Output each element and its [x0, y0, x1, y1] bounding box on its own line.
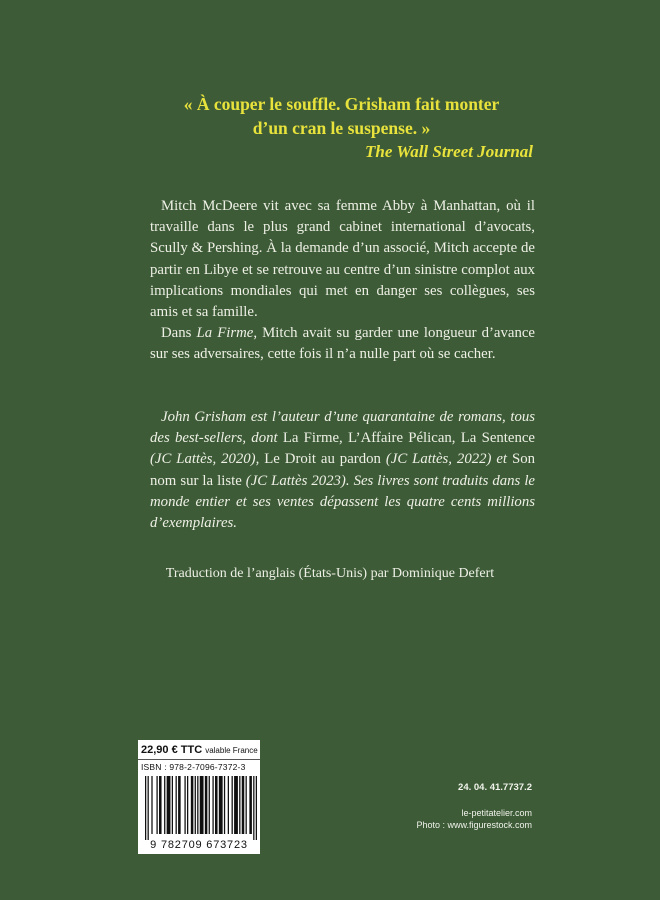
price-divider	[138, 759, 260, 760]
synopsis-text: Dans	[161, 325, 197, 342]
publisher-website: le-petitatelier.com	[461, 808, 532, 818]
barcode-bar	[145, 776, 146, 840]
author-bio	[150, 407, 535, 534]
book-title: Son nom sur la liste	[150, 451, 535, 489]
isbn-label: ISBN : 978-2-7096-7372-3	[141, 762, 246, 772]
barcode-bar	[205, 776, 208, 834]
price-barcode-box	[138, 740, 260, 854]
barcode-bar	[178, 776, 181, 834]
barcode-bar	[176, 776, 177, 834]
barcode-bar	[224, 776, 225, 834]
barcode-digits: 9 782709 673723	[150, 839, 248, 851]
barcode-bar	[184, 776, 185, 834]
barcode-bar	[159, 776, 162, 834]
barcode-bar	[228, 776, 229, 834]
barcode-bar	[156, 776, 157, 834]
bio-text: (JC Lattès, 2022) et	[380, 451, 512, 468]
synopsis-paragraph-1: Mitch McDeere vit avec sa femme Abby à Manhattan, où il travaille dans le plus grand cabinet international d’avocats, Scully & Pershing. À la demande d’un associé, Mitch accepte de partir en Libye et se retrouve au centre d’un sinistre complot aux implications mondiales qui met en danger ses collègues, ses amis et sa famille.	[150, 198, 535, 321]
barcode-bar	[195, 776, 196, 834]
press-quote	[150, 92, 533, 140]
barcode-bar	[209, 776, 210, 834]
barcode-bar	[253, 776, 254, 840]
author-bio-paragraph	[150, 407, 535, 534]
barcode-bar	[200, 776, 204, 834]
price-amount: 22,90 € TTC	[141, 744, 203, 756]
barcode-icon	[145, 776, 257, 840]
barcode-bar	[232, 776, 233, 834]
book-title: Le Droit au pardon	[264, 451, 381, 468]
barcode-bar	[164, 776, 165, 834]
barcode-bar	[167, 776, 171, 834]
bio-text: (JC Lattès 2023). Ses livres sont traduits dans le monde entier et ses ventes dépassent les quatre cents millions d’exemplaires.	[150, 472, 536, 532]
bio-text: John Grisham est l’auteur d’une quarantaine de romans, tous des best-sellers, dont	[150, 409, 535, 447]
synopsis-paragraph-2	[150, 323, 535, 365]
bio-text: (JC Lattès, 2020),	[150, 451, 265, 468]
price-label	[141, 744, 259, 756]
barcode-bar	[172, 776, 173, 834]
photo-credit: Photo : www.figurestock.com	[416, 820, 532, 830]
book-title: La Firme	[196, 325, 254, 342]
barcode-bar	[191, 776, 194, 834]
barcode-bar	[151, 776, 152, 834]
barcode-bar	[234, 776, 238, 834]
reference-code: 24. 04. 41.7737.2	[458, 782, 532, 793]
barcode-bar	[249, 776, 252, 834]
synopsis-text: , Mitch avait su garder une longueur d’avance sur ses adversaires, cette fois il n’a nulle part où se cacher.	[150, 325, 535, 363]
barcode-bar	[187, 776, 188, 834]
barcode-bar	[219, 776, 223, 834]
synopsis	[150, 196, 535, 366]
book-titles: La Firme, L’Affaire Pélican, La Sentence	[282, 430, 535, 447]
press-quote-line-2: d’un cran le suspense. »	[252, 118, 431, 138]
translation-credit: Traduction de l’anglais (États-Unis) par Dominique Defert	[165, 566, 495, 581]
press-quote-line-1: « À couper le souffle. Grisham fait monter	[183, 94, 500, 114]
barcode-bar	[256, 776, 257, 840]
barcode-bar	[215, 776, 218, 834]
barcode-bar	[246, 776, 247, 834]
barcode-bar	[197, 776, 198, 834]
press-quote-source: The Wall Street Journal	[365, 142, 533, 161]
barcode-bar	[212, 776, 213, 834]
barcode-bar	[239, 776, 240, 834]
barcode-bar	[242, 776, 245, 834]
barcode-bar	[148, 776, 149, 840]
price-note: valable France	[205, 746, 258, 755]
